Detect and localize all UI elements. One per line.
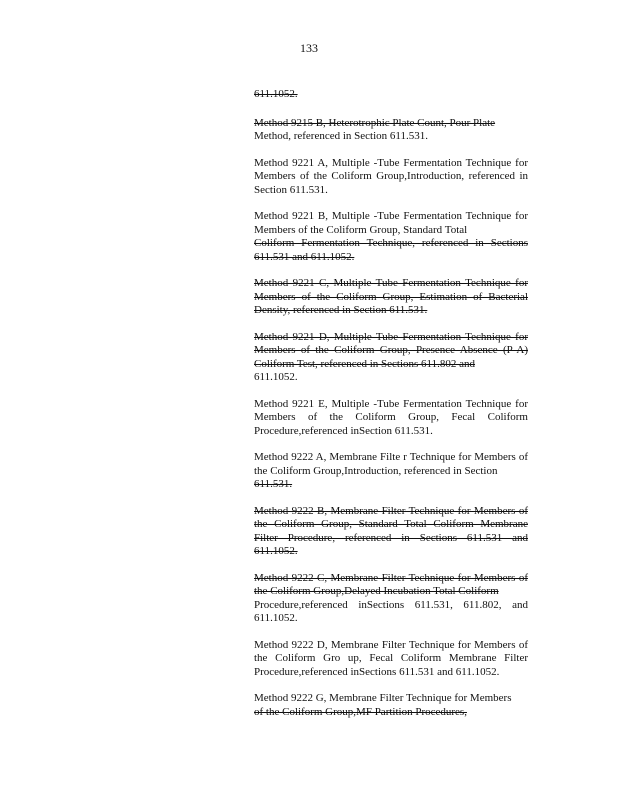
struck-text-block: of the Coliform Group,MF Partition Procedures, xyxy=(254,705,467,718)
struck-text-block: Method 9222 C, Membrane Filter Technique for Members of the Coliform Group,Delayed Incubation Total Coliform xyxy=(254,571,528,597)
text-block: Method, referenced in Section 611.531. xyxy=(254,130,429,142)
document-body xyxy=(254,88,528,719)
struck-text-block: 611.1052. xyxy=(254,88,298,100)
page-number: 133 xyxy=(300,41,318,55)
text-block: 611.1052. xyxy=(254,371,298,383)
text-block: Method 9221 E, Multiple -Tube Fermentation Technique for Members of the Coliform Group, Fecal Coliform Procedure,referenced inSection 611.531. xyxy=(254,397,528,437)
text-block: Method 9222 A, Membrane Filte r Technique for Members of the Coliform Group,Introduction, referenced in Section xyxy=(254,451,528,477)
text-block: Procedure,referenced inSections 611.531, 611.802, and 611.1052. xyxy=(254,598,528,624)
struck-text-block: 611.531. xyxy=(254,478,293,490)
text-block: Method 9222 G, Membrane Filter Technique for Members xyxy=(254,692,512,704)
text-block: Method 9222 D, Membrane Filter Technique for Members of the Coliform Gro up, Fecal Coliform Membrane Filter Procedure,referenced inSections 611.531 and 611.1052. xyxy=(254,638,528,678)
struck-text-block: Method 9221 D, Multiple Tube Fermentation Technique for Members of the Coliform Group, Presence Absence (P-A) Coliform Test, referenced in Sections 611.802 and xyxy=(254,330,528,370)
struck-text-block: Method 9222 B, Membrane Filter Technique for Members of the Coliform Group, Standard Total Coliform Membrane Filter Procedure, referenced in Sections 611.531 and 611.1052. xyxy=(254,504,528,557)
struck-text-block: Method 9221 C, Multiple Tube Fermentation Technique for Members of the Coliform Group, Estimation of Bacterial Density, referenced in Section 611.531. xyxy=(254,277,528,316)
struck-text-block: Method 9215 B, Heterotrophic Plate Count, Pour Plate xyxy=(254,116,496,129)
text-block: Method 9221 A, Multiple -Tube Fermentation Technique for Members of the Coliform Group,Introduction, referenced in Section 611.531. xyxy=(254,156,528,196)
struck-text-block: Coliform Fermentation Technique, referenced in Sections 611.531 and 611.1052. xyxy=(254,237,528,263)
text-block: Method 9221 B, Multiple -Tube Fermentation Technique for Members of the Coliform Group, Standard Total xyxy=(254,210,528,236)
